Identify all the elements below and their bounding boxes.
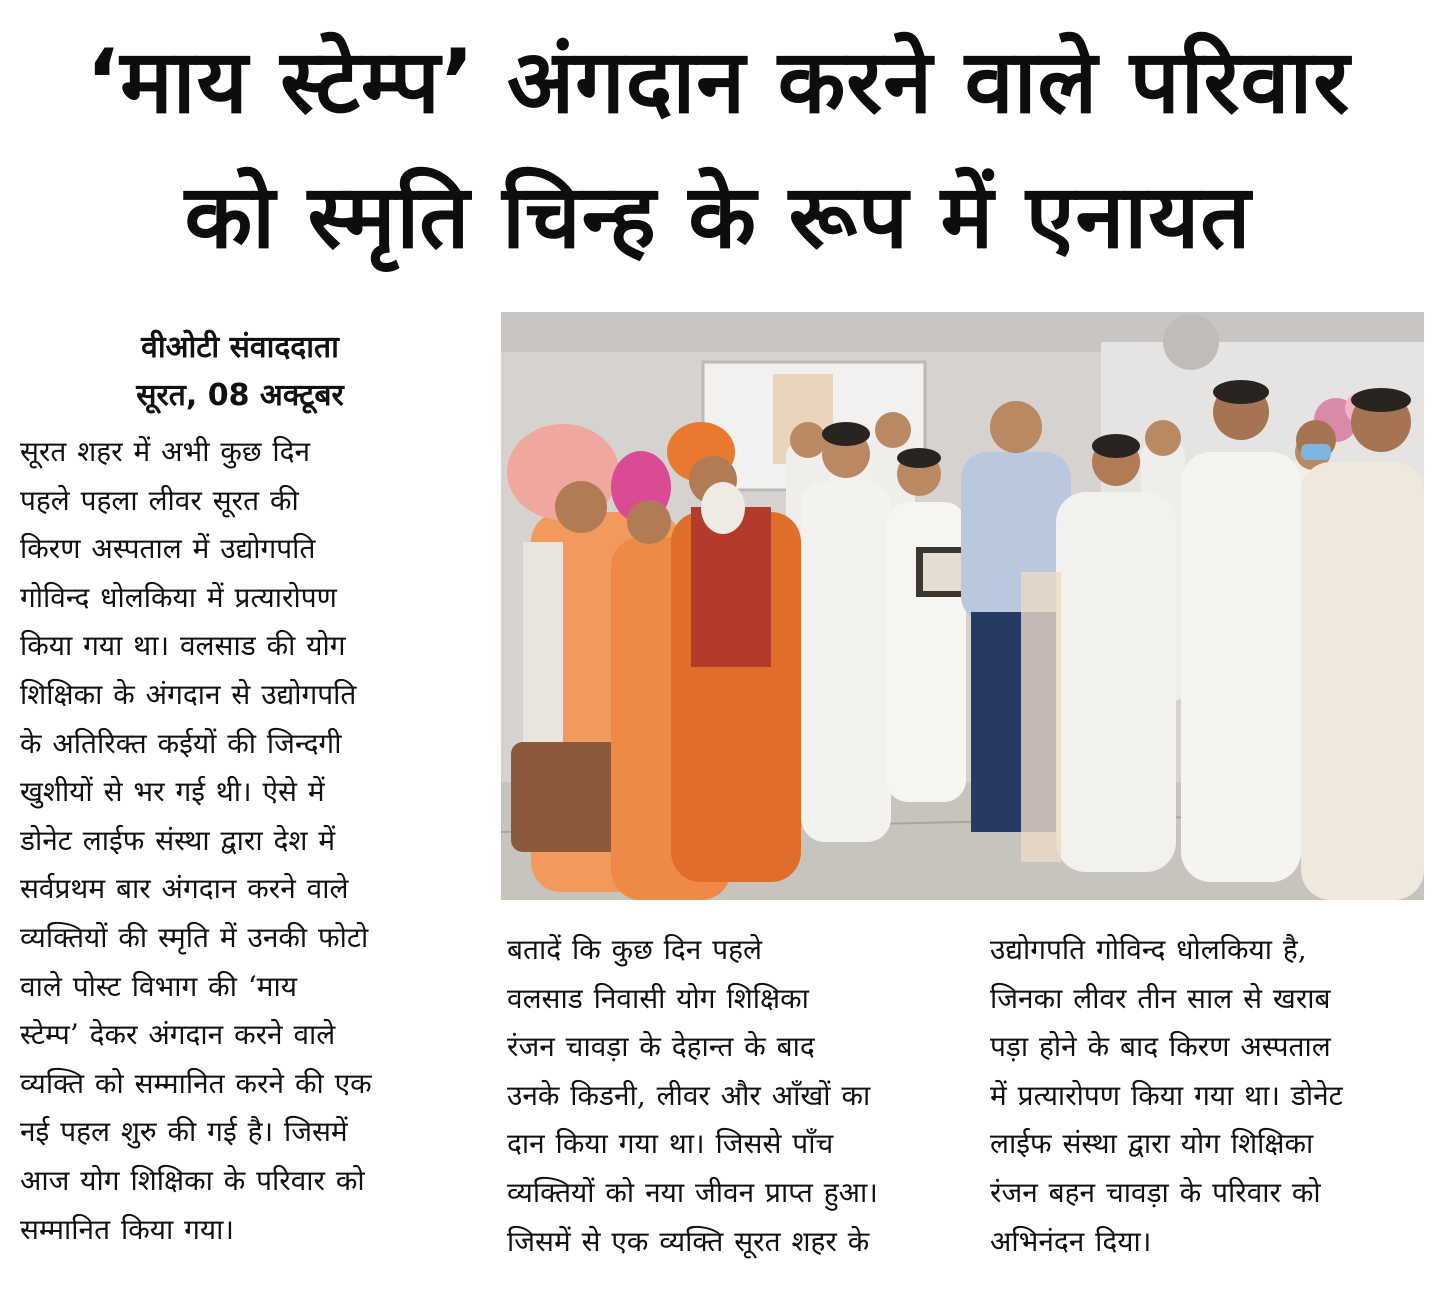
article-line: गोविन्द धोलकिया में प्रत्यारोपण [20,580,337,614]
article-line: रंजन चावड़ा के देहान्त के बाद [507,1030,815,1064]
article-line: रंजन बहन चावड़ा के परिवार को [990,1175,1321,1209]
person-masked-man [1296,420,1336,460]
article-line: के अतिरिक्त कईयों की जिन्दगी [20,726,342,760]
photo-illustration [501,312,1424,900]
wall-fan-icon [1163,314,1219,370]
article-line: सम्मानित किया गया। [20,1212,234,1246]
article-line: व्यक्ति को सम्मानित करने की एक [20,1066,372,1100]
article-line: उद्योगपति गोविन्द धोलकिया है, [990,933,1307,966]
article-line: वाले पोस्ट विभाग की ‘माय [20,969,297,1003]
article-line: नई पहल शुरु की गई है। जिसमें [20,1115,348,1149]
article-line: सर्वप्रथम बार अंगदान करने वाले [20,872,349,906]
article-line: वलसाड निवासी योग शिक्षिका [507,981,809,1015]
person-young-man [801,422,891,842]
article-line: जिनका लीवर तीन साल से खराब [990,981,1331,1015]
article-line: सूरत शहर में अभी कुछ दिन [20,435,311,468]
article-line: शिक्षिका के अंगदान से उद्योगपति [20,677,357,711]
article-column-3 [990,926,1424,1266]
person-right-man [1301,388,1424,900]
article-column-1 [20,428,456,1254]
article-line: डोनेट लाईफ संस्था द्वारा देश में [20,823,336,857]
headline-line-1: ‘माय स्टेम्प’ अंगदान करने वाले परिवार [85,30,1351,133]
article-line: अभिनंदन दिया। [990,1224,1152,1258]
article-line: में प्रत्यारोपण किया गया था। डोनेट [990,1078,1343,1112]
news-photo [501,312,1424,900]
article-line: किया गया था। वलसाड की योग [20,629,346,663]
article-line: पड़ा होने के बाद किरण अस्पताल [990,1030,1331,1064]
article-line: व्यक्तियों की स्मृति में उनकी फोटो [20,920,369,954]
article-line: दान किया गया था। जिससे पाँच [507,1127,834,1161]
person-tall-man [1181,380,1301,882]
article-line: किरण अस्पताल में उद्योगपति [20,532,316,566]
article-line: व्यक्तियों को नया जीवन प्राप्त हुआ। [507,1175,878,1209]
article-line: उनके किडनी, लीवर और आँखों का [507,1078,871,1112]
article-line: खुशीयों से भर गई थी। ऐसे में [20,775,325,809]
byline-dateline: सूरत, 08 अक्टूबर [136,378,344,413]
article-line: बतादें कि कुछ दिन पहले [507,933,762,966]
article-line: जिसमें से एक व्यक्ति सूरत शहर के [507,1224,870,1258]
article-line: लाईफ संस्था द्वारा योग शिक्षिका [990,1127,1314,1161]
article-line: स्टेम्प’ देकर अंगदान करने वाले [20,1018,336,1052]
article-column-2 [507,926,943,1266]
byline-reporter: वीओटी संवाददाता [141,330,339,365]
article-line: पहले पहला लीवर सूरत की [20,483,299,517]
article-line: आज योग शिक्षिका के परिवार को [20,1163,365,1197]
headline-line-2: को स्मृति चिन्ह के रूप में एनायत [184,165,1252,268]
